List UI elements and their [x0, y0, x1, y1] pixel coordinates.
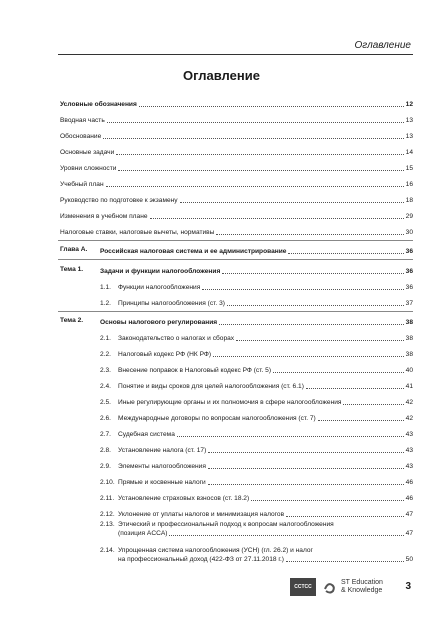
section-divider	[58, 240, 413, 241]
toc-subentry[interactable]: 1.2. Принципы налогообложения (ст. 3) 37	[100, 300, 413, 307]
st-logo-icon	[322, 579, 338, 595]
toc-subentry[interactable]: 2.4. Понятие и виды сроков для целей налогообложения (ст. 6.1) 41	[100, 383, 413, 390]
toc-entry[interactable]: Руководство по подготовке к экзамену 18	[60, 197, 413, 204]
toc-subentry[interactable]: 2.3. Внесение поправок в Налоговый кодекс РФ (ст. 5) 40	[100, 367, 413, 374]
toc-subentry[interactable]: 2.8. Установление налога (ст. 17) 43	[100, 447, 413, 454]
toc-entry[interactable]: Налоговые ставки, налоговые вычеты, нормативы 30	[60, 229, 413, 236]
toc-entry[interactable]: Учебный план 16	[60, 181, 413, 188]
toc-subentry[interactable]: 2.2. Налоговый кодекс РФ (НК РФ) 38	[100, 351, 413, 358]
toc-subentry[interactable]: 2.6. Международные договоры по вопросам налогообложения (ст. 7) 42	[100, 415, 413, 422]
cctcc-logo: CCTCC	[290, 578, 316, 596]
toc-subentry[interactable]: 2.1. Законодательство о налогах и сборах 38	[100, 335, 413, 342]
topic-tag: Тема 2.	[60, 317, 84, 324]
page-number: 3	[405, 581, 411, 592]
toc-entry[interactable]: Обоснование 13	[60, 133, 413, 140]
st-education-logo: ST Education & Knowledge	[322, 579, 383, 595]
footer-logos	[290, 572, 383, 602]
toc-subentry[interactable]: 2.12. Уклонение от уплаты налогов и минимизация налогов 47	[100, 511, 413, 518]
toc-chapter-entry[interactable]: Российская налоговая система и ее администрирование 36	[100, 248, 413, 255]
toc-subentry-multiline[interactable]: 2.14. Упрощенная система налогообложения (УСН) (гл. 26.2) и налог на профессиональный доход (422-ФЗ от 27.11.2018 г.) 50	[100, 547, 413, 563]
toc-entry[interactable]: Условные обозначения 12	[60, 101, 413, 108]
toc-entry[interactable]: Вводная часть 13	[60, 117, 413, 124]
toc-entry[interactable]: Изменения в учебном плане 29	[60, 213, 413, 220]
section-divider	[58, 259, 413, 260]
toc-topic-entry[interactable]: Основы налогового регулирования 38	[100, 319, 413, 326]
section-divider	[58, 311, 413, 312]
toc-subentry[interactable]: 1.1. Функции налогообложения 36	[100, 284, 413, 291]
toc-subentry[interactable]: 2.5. Иные регулирующие органы и их полномочия в сфере налогообложения 42	[100, 399, 413, 406]
topic-tag: Тема 1.	[60, 266, 84, 273]
toc-subentry[interactable]: 2.7. Судебная система 43	[100, 431, 413, 438]
toc-topic-entry[interactable]: Задачи и функции налогообложения 36	[100, 268, 413, 275]
toc-subentry[interactable]: 2.11. Установление страховых взносов (ст. 18.2) 46	[100, 495, 413, 502]
toc-entry[interactable]: Уровни сложности 15	[60, 165, 413, 172]
toc-entry[interactable]: Основные задачи 14	[60, 149, 413, 156]
running-header: Оглавление	[354, 40, 411, 51]
chapter-tag: Глава А.	[60, 246, 88, 253]
toc-subentry-multiline[interactable]: 2.13. Этический и профессиональный подход к вопросам налогообложения (позиция ACCA) 47	[100, 521, 413, 537]
toc-subentry[interactable]: 2.9. Элементы налогообложения 43	[100, 463, 413, 470]
toc-subentry[interactable]: 2.10. Прямые и косвенные налоги 46	[100, 479, 413, 486]
page-title: Оглавление	[183, 68, 260, 83]
header-divider	[58, 54, 413, 55]
